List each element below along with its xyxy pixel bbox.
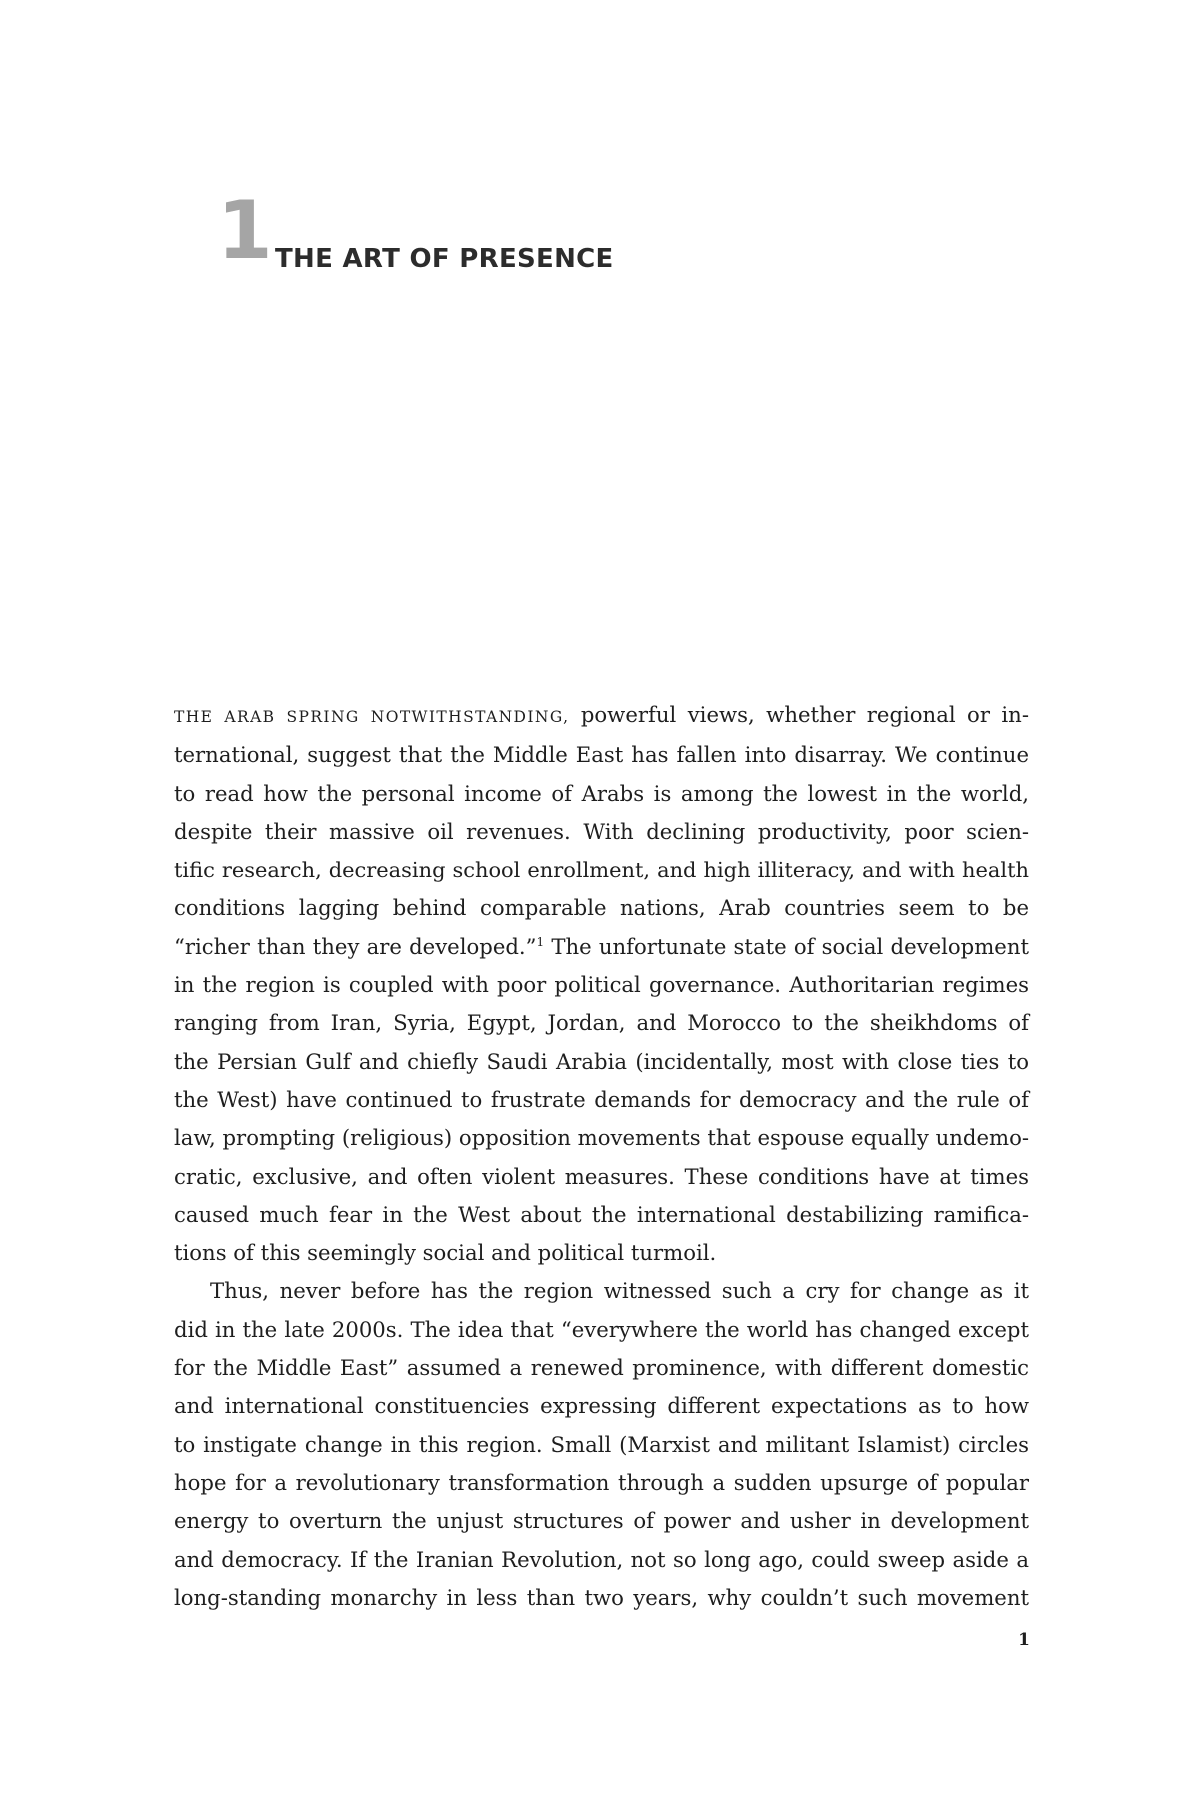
text-line: cratic, exclusive, and often violent measures. These conditions have at times [174,1163,1029,1189]
text-line: the West) have continued to frustrate demands for democracy and the rule of [174,1086,1029,1112]
text-line: tific research, decreasing school enrollment, and high illiteracy, and with health [174,858,1029,883]
text-line: hope for a revolutionary transformation through a sudden upsurge of popular [174,1469,1029,1495]
text-line: long-standing monarchy in less than two years, why couldn’t such movement [174,1584,1029,1610]
text-line: did in the late 2000s. The idea that “everywhere the world has changed except [174,1316,1029,1342]
text-line: Thus, never before has the region witnessed such a cry for change as it [210,1278,1029,1304]
text-line: ternational, suggest that the Middle East has fallen into disarray. We continue [174,742,1029,768]
text-line: caused much fear in the West about the international destabilizing ramifica- [174,1201,1029,1227]
text-line [174,696,1029,736]
text-line: the Persian Gulf and chiefly Saudi Arabia (incidentally, most with close ties to [174,1048,1029,1074]
body-text [174,696,1029,1617]
lead-in-smallcaps: THE ARAB SPRING NOTWITHSTANDING, [174,708,570,726]
paragraph-1 [174,696,1029,1272]
text-line [174,928,1029,966]
text-line: to read how the personal income of Arabs is among the lowest in the world, [174,780,1029,806]
text-line: law, prompting (religious) opposition movements that espouse equally undemo- [174,1125,1029,1151]
text-line: for the Middle East” assumed a renewed prominence, with different domestic [174,1355,1029,1381]
text-span: powerful views, whether regional or in- [569,702,1029,727]
text-span: The unfortunate state of social development [544,933,1030,959]
text-line: energy to overturn the unjust structures of power and usher in development [174,1508,1029,1534]
text-line: and international constituencies expressing different expectations as to how [174,1393,1029,1419]
text-line: ranging from Iran, Syria, Egypt, Jordan, and Morocco to the sheikhdoms of [174,1010,1029,1036]
text-line: conditions lagging behind comparable nations, Arab countries seem to be [174,895,1029,921]
text-line: despite their massive oil revenues. With declining productivity, poor scien- [174,818,1029,844]
chapter-title: THE ART OF PRESENCE [275,244,614,274]
text-span: “richer than they are developed.” [174,933,537,959]
text-line: and democracy. If the Iranian Revolution, not so long ago, could sweep aside a [174,1546,1029,1572]
page-number: 1 [1018,1630,1030,1650]
footnote-reference[interactable]: 1 [536,934,545,949]
paragraph-2 [174,1272,1029,1617]
chapter-number: 1 [217,184,273,277]
text-line: to instigate change in this region. Small (Marxist and militant Islamist) circles [174,1431,1029,1457]
text-line: in the region is coupled with poor political governance. Authoritarian regimes [174,972,1029,998]
text-line: tions of this seemingly social and political turmoil. [174,1240,717,1266]
